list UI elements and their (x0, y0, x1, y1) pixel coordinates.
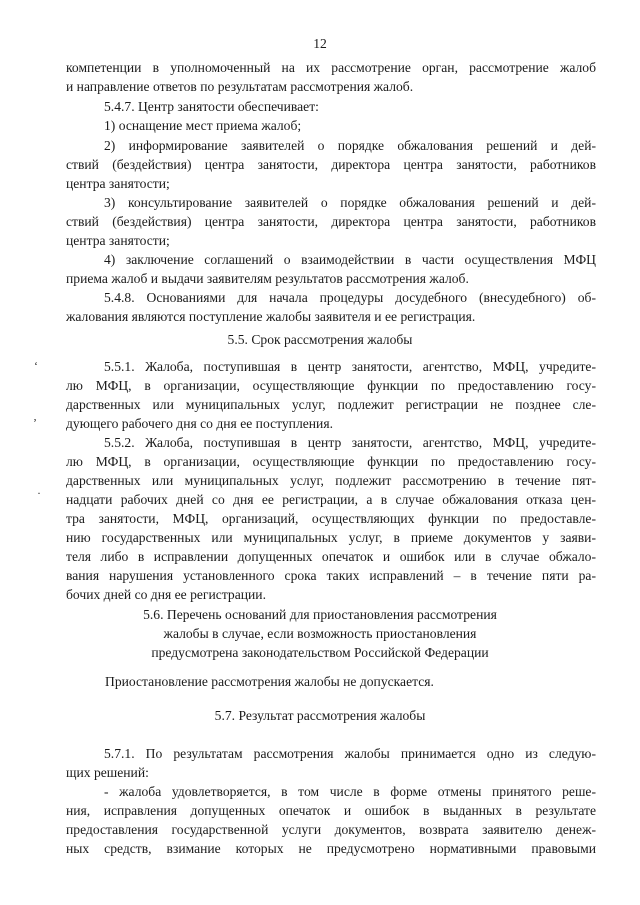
margin-mark: ʻ (34, 359, 38, 373)
text-line: компетенции в уполномоченный на их рассмотрение орган, рассмотрение жалоб (66, 60, 596, 75)
margin-mark: ʼ (33, 416, 37, 430)
clause-text: 5.5.1. Жалоба, поступившая в центр занятости, агентство, МФЦ, учредите- (104, 359, 596, 374)
section-heading: 5.6. Перечень оснований для приостановления рассмотрения (143, 607, 497, 622)
text-line: лю МФЦ, в организации, осуществляющие функции по предоставлению госу- (66, 378, 596, 393)
list-item: 3) консультирование заявителей о порядке обжалования решений и дей- (104, 195, 596, 210)
text-line: и направление ответов по результатам рассмотрения жалоб. (66, 79, 414, 94)
text-line: тра занятости, МФЦ, организаций, осуществляющих функции по предоставле- (66, 511, 596, 526)
list-item: - жалоба удовлетворяется, в том числе в форме отмены принятого реше- (104, 784, 596, 799)
section-heading: жалобы в случае, если возможность приостановления (163, 626, 477, 641)
section-heading: предусмотрена законодательством Российской Федерации (151, 645, 489, 660)
list-item: 1) оснащение мест приема жалоб; (104, 118, 302, 133)
text-line: предоставления государственной услуги документов, возврата заявителю денеж- (66, 822, 596, 837)
section-heading: 5.7. Результат рассмотрения жалобы (214, 708, 426, 723)
text-line: бочих дней со дня ее регистрации. (66, 587, 266, 602)
text-line: нию государственных или муниципальных услуг, в приеме документов у заяви- (66, 530, 596, 545)
text-line: дарственных или муниципальных услуг, подлежит рассмотрению в течение пят- (66, 473, 596, 488)
text-line: дующего рабочего дня со дня ее поступления. (66, 416, 333, 431)
text-line: теля либо в исправлении допущенных опечаток и ошибок или в случае обжало- (66, 549, 596, 564)
text-line: надцати рабочих дней со дня ее регистрации, а в случае обжалования отказа цен- (66, 492, 596, 507)
list-item: 2) информирование заявителей о порядке обжалования решений и дей- (104, 138, 596, 153)
text-line: ных средств, взимание которых не предусмотрено нормативными правовыми (66, 841, 596, 856)
margin-mark: · (37, 486, 41, 500)
list-item: 4) заключение соглашений о взаимодействии в части осуществления МФЦ (104, 252, 596, 267)
clause-text: 5.4.8. Основаниями для начала процедуры досудебного (внесудебного) об- (104, 290, 596, 305)
text-line: ствий (бездействия) центра занятости, директора центра занятости, работников (66, 157, 596, 172)
section-text: Приостановление рассмотрения жалобы не допускается. (105, 674, 434, 689)
page-number: 12 (313, 36, 327, 51)
clause-text: 5.7.1. По результатам рассмотрения жалобы принимается одно из следую- (104, 746, 596, 761)
text-line: щих решений: (66, 765, 149, 780)
text-line: дарственных или муниципальных услуг, подлежит регистрации не позднее сле- (66, 397, 596, 412)
clause-text: 5.5.2. Жалоба, поступившая в центр занятости, агентство, МФЦ, учредите- (104, 435, 596, 450)
text-line: ствий (бездействия) центра занятости, директора центра занятости, работников (66, 214, 596, 229)
text-line: вания нарушения установленного срока таких исправлений – в течение пяти ра- (66, 568, 596, 583)
text-line: приема жалоб и выдачи заявителям результатов рассмотрения жалоб. (66, 271, 469, 286)
text-line: центра занятости; (66, 176, 170, 191)
text-line: лю МФЦ, в организации, осуществляющие функции по предоставлению госу- (66, 454, 596, 469)
section-heading: 5.5. Срок рассмотрения жалобы (227, 332, 413, 347)
text-line: ния, исправления допущенных опечаток и ошибок в выданных в результате (66, 803, 596, 818)
text-line: центра занятости; (66, 233, 170, 248)
clause-title: 5.4.7. Центр занятости обеспечивает: (104, 99, 319, 114)
text-line: жалования являются поступление жалобы заявителя и ее регистрация. (66, 309, 476, 324)
